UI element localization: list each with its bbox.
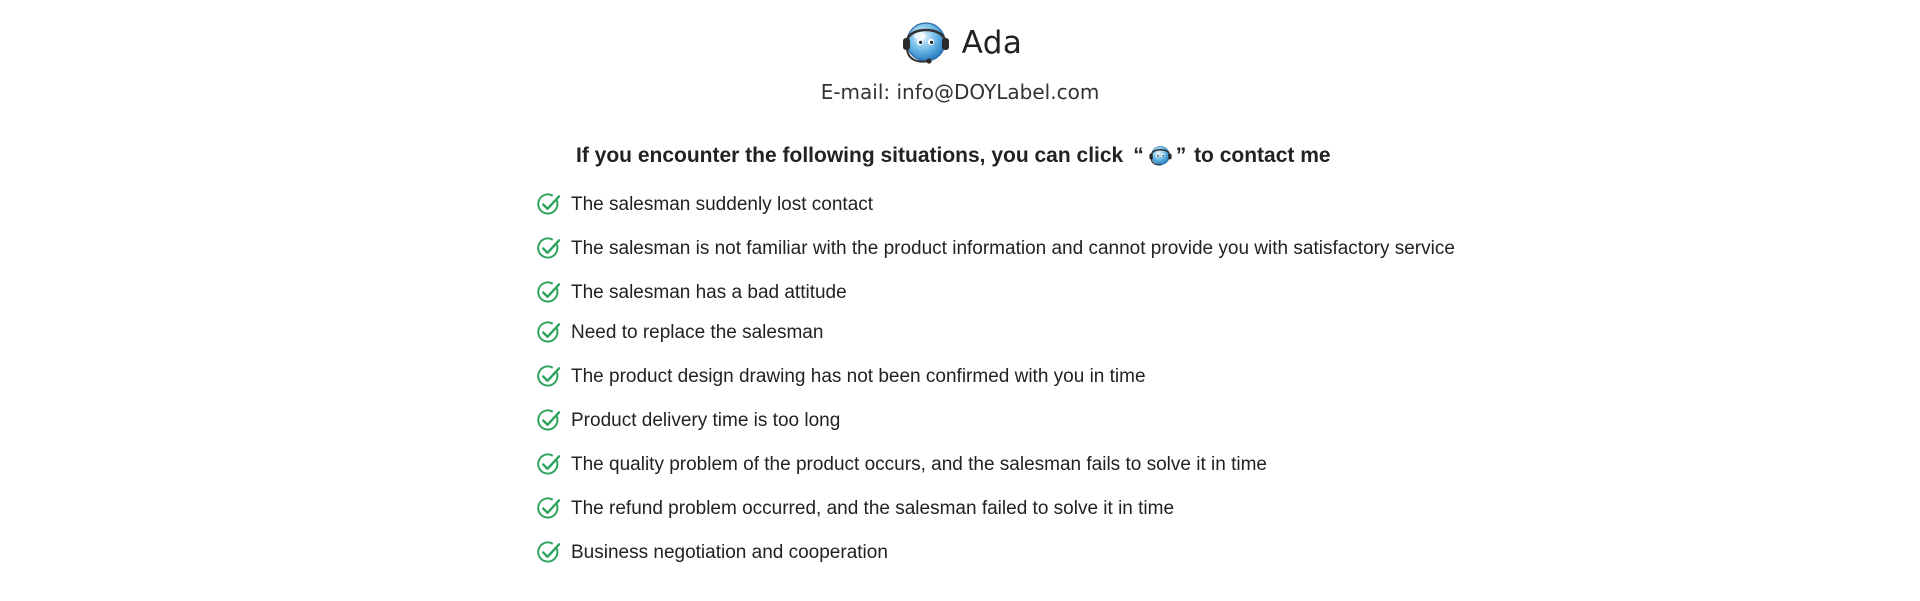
agent-header [0,16,1920,70]
instructions-headline [576,143,1331,169]
check-circle-icon [536,496,561,521]
situation-text: Business negotiation and cooperation [571,541,888,563]
situation-text: The refund problem occurred, and the salesman failed to solve it in time [571,497,1175,519]
check-circle-icon [536,452,561,477]
list-item [536,192,873,217]
email-line [0,80,1920,104]
customer-service-headset-icon[interactable] [898,16,952,70]
list-item [536,280,847,305]
list-item [536,236,1455,261]
list-item [536,540,888,565]
check-circle-icon [536,364,561,389]
open-quote: “ [1133,144,1144,167]
situation-text: The salesman suddenly lost contact [571,193,874,215]
headline-text: If you encounter the following situations, you can click [576,144,1124,167]
check-circle-icon [536,236,561,261]
headline-text-after: to contact me [1188,144,1331,167]
situation-text: Need to replace the salesman [571,321,824,343]
check-circle-icon [536,540,561,565]
check-circle-icon [536,320,561,345]
situation-text: The product design drawing has not been confirmed with you in time [571,365,1146,387]
check-circle-icon [536,408,561,433]
situation-text: The salesman has a bad attitude [571,281,847,303]
list-item [536,496,1174,521]
list-item [536,408,840,433]
list-item [536,320,823,345]
situation-text: The salesman is not familiar with the product information and cannot provide you with satisfactory service [571,237,1455,259]
contact-agent-inline-icon[interactable] [1147,143,1173,169]
email-link[interactable]: info@DOYLabel.com [896,80,1100,104]
situation-text: Product delivery time is too long [571,409,841,431]
check-circle-icon [536,280,561,305]
agent-name: Ada [961,25,1023,61]
email-label: E-mail: [820,80,897,104]
list-item [536,364,1146,389]
list-item [536,452,1267,477]
close-quote: ” [1175,144,1187,167]
check-circle-icon [536,192,561,217]
situation-text: The quality problem of the product occurs, and the salesman fails to solve it in time [571,453,1267,475]
